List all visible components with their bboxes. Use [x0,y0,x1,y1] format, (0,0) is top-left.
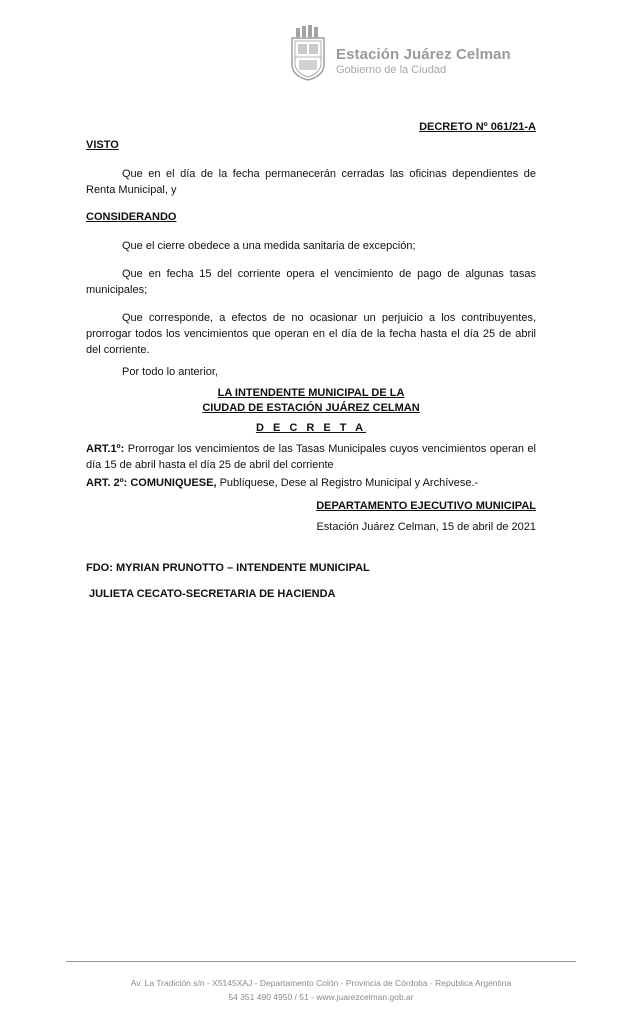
considerando-paragraph-2: Que en fecha 15 del corriente opera el vencimiento de pago de algunas tasas municipales; [86,268,536,296]
brand-subtitle: Gobierno de la Ciudad [336,64,447,76]
article-1-label: ART.1º: [86,443,125,455]
department-name: DEPARTAMENTO EJECUTIVO MUNICIPAL [316,500,536,512]
signature-intendente: FDO: MYRIAN PRUNOTTO – INTENDENTE MUNICIPAL [86,562,370,574]
article-2 [86,475,536,491]
signature-secretaria: JULIETA CECATO-SECRETARIA DE HACIENDA [89,588,336,600]
considerando-paragraph-1: Que el cierre obedece a una medida sanitaria de excepción; [122,240,416,252]
footer-contact: 54 351 490 4950 / 51 - www.juarezcelman.gob.ar [228,992,414,1002]
footer-divider [66,961,576,962]
article-2-label: ART. 2º: COMUNIQUESE, [86,477,217,489]
letterhead [286,24,546,84]
article-2-text: Publíquese, Dese al Registro Municipal y Archívese.- [216,477,479,489]
decree-number: DECRETO Nº 061/21-A [419,121,536,133]
decreta-heading: D E C R E T A [255,422,367,434]
brand-name: Estación Juárez Celman [336,46,511,63]
considerando-paragraph-4: Por todo lo anterior, [122,366,219,378]
considerando-paragraph-3: Que corresponde, a efectos de no ocasionar un perjuicio a los contribuyentes, prorrogar todos los vencimientos que operan en el día de la fecha hasta el día 25 de abril del corriente. [86,312,536,356]
place-date: Estación Juárez Celman, 15 de abril de 2021 [316,521,536,533]
article-1 [86,441,536,473]
authority-block [86,386,536,416]
visto-heading: VISTO [86,139,119,151]
municipal-crest-icon [286,24,330,82]
footer-address: Av. La Tradición s/n - X5145XAJ - Departamento Colón - Provincia de Córdoba - Republica Argentina [130,978,512,988]
considerando-heading: CONSIDERANDO [86,211,177,223]
authority-line-2: CIUDAD DE ESTACIÓN JUÁREZ CELMAN [202,402,420,414]
authority-line-1: LA INTENDENTE MUNICIPAL DE LA [217,387,405,399]
article-1-text: Prorrogar los vencimientos de las Tasas Municipales cuyos vencimientos operan el día 15 de abril hasta el día 25 de abril del corriente [86,443,536,471]
visto-paragraph: Que en el día de la fecha permanecerán cerradas las oficinas dependientes de Renta Municipal, y [86,168,536,196]
